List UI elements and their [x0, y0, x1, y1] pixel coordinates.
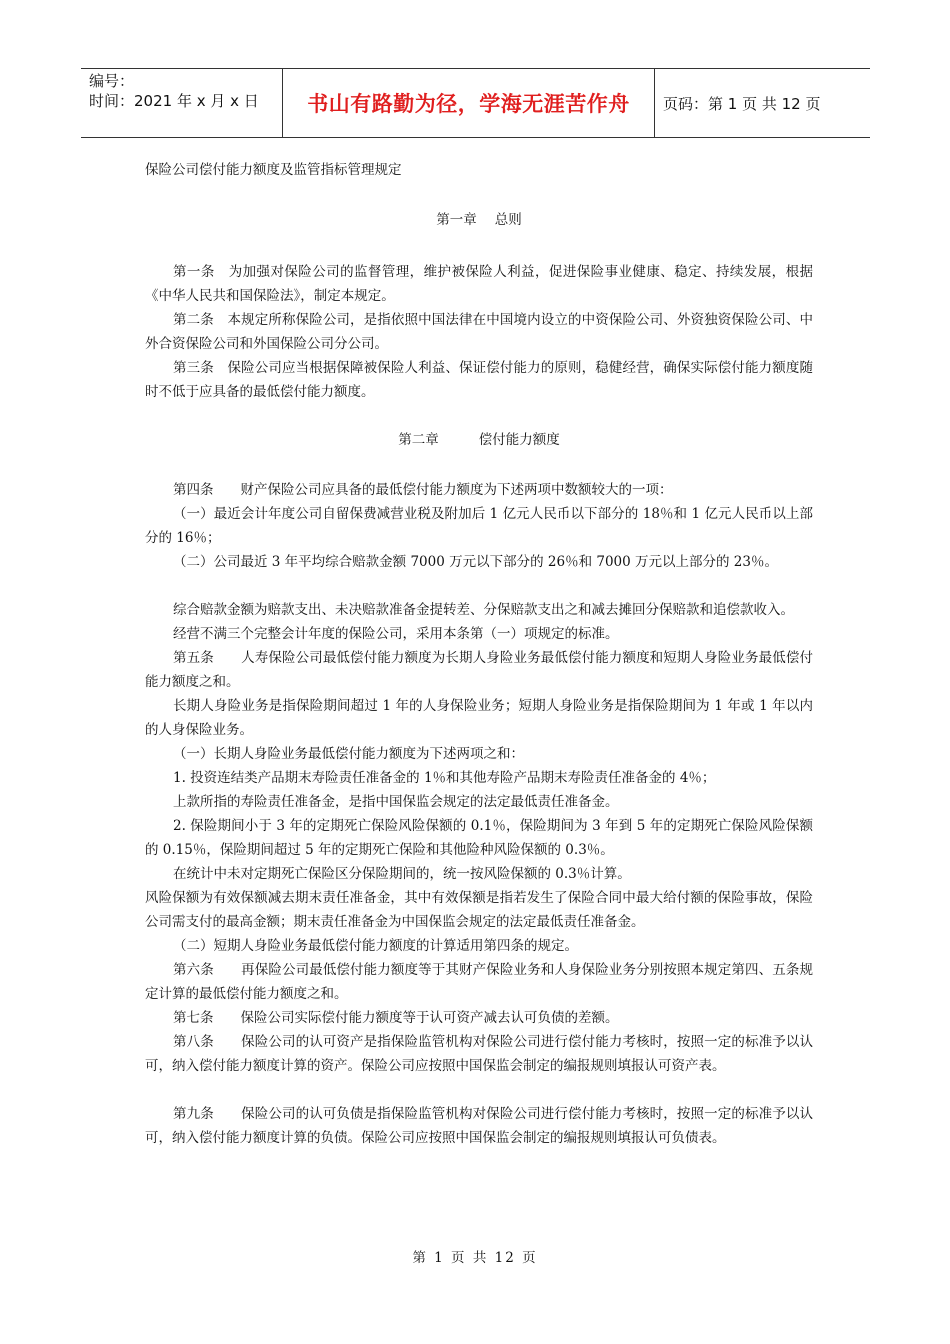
article-5-risk-definition: 风险保额为有效保额减去期末责任准备金，其中有效保额是指若发生了保险合同中最大给付额的保险事故，保险公司需支付的最高金额；期末责任准备金为中国保监会规定的法定最低责任准备金。 [145, 890, 813, 930]
spacer [145, 182, 813, 208]
article-5-item-1-1: 1. 投资连结类产品期末寿险责任准备金的 1％和其他寿险产品期末寿险责任准备金的 4％； [173, 770, 716, 786]
chapter-name: 偿付能力额度 [478, 432, 560, 448]
article-7: 第七条 保险公司实际偿付能力额度等于认可资产减去认可负债的差额。 [173, 1010, 619, 1026]
article-1: 第一条 为加强对保险公司的监督管理，维护被保险人利益，促进保险事业健康、稳定、持续发展，根据《中华人民共和国保险法》，制定本规定。 [145, 264, 813, 304]
spacer [145, 574, 813, 598]
article-8: 第八条 保险公司的认可资产是指保险监管机构对保险公司进行偿付能力考核时，按照一定的标准予以认可，纳入偿付能力额度计算的资产。保险公司应按照中国保监会制定的编报规则填报认可资产表。 [145, 1034, 813, 1074]
page-footer [0, 1246, 950, 1266]
article-4-item-1: （一）最近会计年度公司自留保费减营业税及附加后 1 亿元人民币以下部分的 18％和 1 亿元人民币以上部分的 16％； [145, 506, 813, 546]
article-3: 第三条 保险公司应当根据保障被保险人利益、保证偿付能力的原则，稳健经营，确保实际偿付能力额度随时不低于应具备的最低偿付能力额度。 [145, 360, 813, 400]
article-6: 第六条 再保险公司最低偿付能力额度等于其财产保险业务和人身保险业务分别按照本规定第四、五条规定计算的最低偿付能力额度之和。 [145, 962, 813, 1002]
chapter-heading-2 [145, 428, 813, 452]
motto-text: 书山有路勤为径，学海无涯苦作舟 [307, 92, 630, 116]
document-title: 保险公司偿付能力额度及监管指标管理规定 [145, 162, 402, 178]
article-5-item-1-2-note: 在统计中未对定期死亡保险区分保险期间的，统一按风险保额的 0.3％计算。 [173, 866, 631, 882]
header-meta [81, 69, 283, 137]
header-motto-cell [283, 69, 655, 137]
article-2: 第二条 本规定所称保险公司，是指依照中国法律在中国境内设立的中资保险公司、外资独资保险公司、中外合资保险公司和外国保险公司分公司。 [145, 312, 813, 352]
article-4: 第四条 财产保险公司应具备的最低偿付能力额度为下述两项中数额较大的一项： [173, 482, 673, 498]
article-5: 第五条 人寿保险公司最低偿付能力额度为长期人身险业务最低偿付能力额度和短期人身险业务最低偿付能力额度之和。 [145, 650, 813, 690]
spacer [145, 232, 813, 260]
footer-page-label: 第 1 页 共 12 页 [412, 1250, 538, 1266]
article-4-note-1: 综合赔款金额为赔款支出、未决赔款准备金提转差、分保赔款支出之和减去摊回分保赔款和追偿款收入。 [173, 602, 794, 618]
article-5-item-1-2: 2. 保险期间小于 3 年的定期死亡保险风险保额的 0.1％，保险期间为 3 年到 5 年的定期死亡保险风险保额的 0.15％，保险期间超过 5 年的定期死亡保险和其他险种风险保额的 0.3％。 [145, 818, 813, 858]
article-9: 第九条 保险公司的认可负债是指保险监管机构对保险公司进行偿付能力考核时，按照一定的标准予以认可，纳入偿付能力额度计算的负债。保险公司应按照中国保监会制定的编报规则填报认可负债表。 [145, 1106, 813, 1146]
spacer [145, 404, 813, 428]
article-5-item-1-1-note: 上款所指的寿险责任准备金，是指中国保监会规定的法定最低责任准备金。 [173, 794, 619, 810]
header-page-cell [655, 69, 870, 137]
article-4-item-2: （二）公司最近 3 年平均综合赔款金额 7000 万元以下部分的 26％和 7000 万元以上部分的 23％。 [173, 554, 778, 570]
chapter-heading-1 [145, 208, 813, 232]
document-body [145, 158, 813, 1150]
page-header [81, 68, 870, 138]
chapter-number: 第一章 [436, 212, 477, 228]
time-label: 时间：2021 年 x 月 x 日 [89, 92, 259, 110]
article-5-item-1: （一）长期人身险业务最低偿付能力额度为下述两项之和： [173, 746, 524, 762]
page-label: 页码：第 1 页 共 12 页 [663, 94, 821, 113]
chapter-number: 第二章 [398, 432, 439, 448]
article-5-item-2: （二）短期人身险业务最低偿付能力额度的计算适用第四条的规定。 [173, 938, 578, 954]
article-5-definition: 长期人身险业务是指保险期间超过 1 年的人身保险业务；短期人身险业务是指保险期间为 1 年或 1 年以内的人身保险业务。 [145, 698, 813, 738]
article-4-note-2: 经营不满三个完整会计年度的保险公司，采用本条第（一）项规定的标准。 [173, 626, 619, 642]
spacer [145, 1078, 813, 1102]
spacer [145, 452, 813, 478]
number-label: 编号： [89, 72, 135, 90]
chapter-name: 总则 [494, 212, 522, 228]
